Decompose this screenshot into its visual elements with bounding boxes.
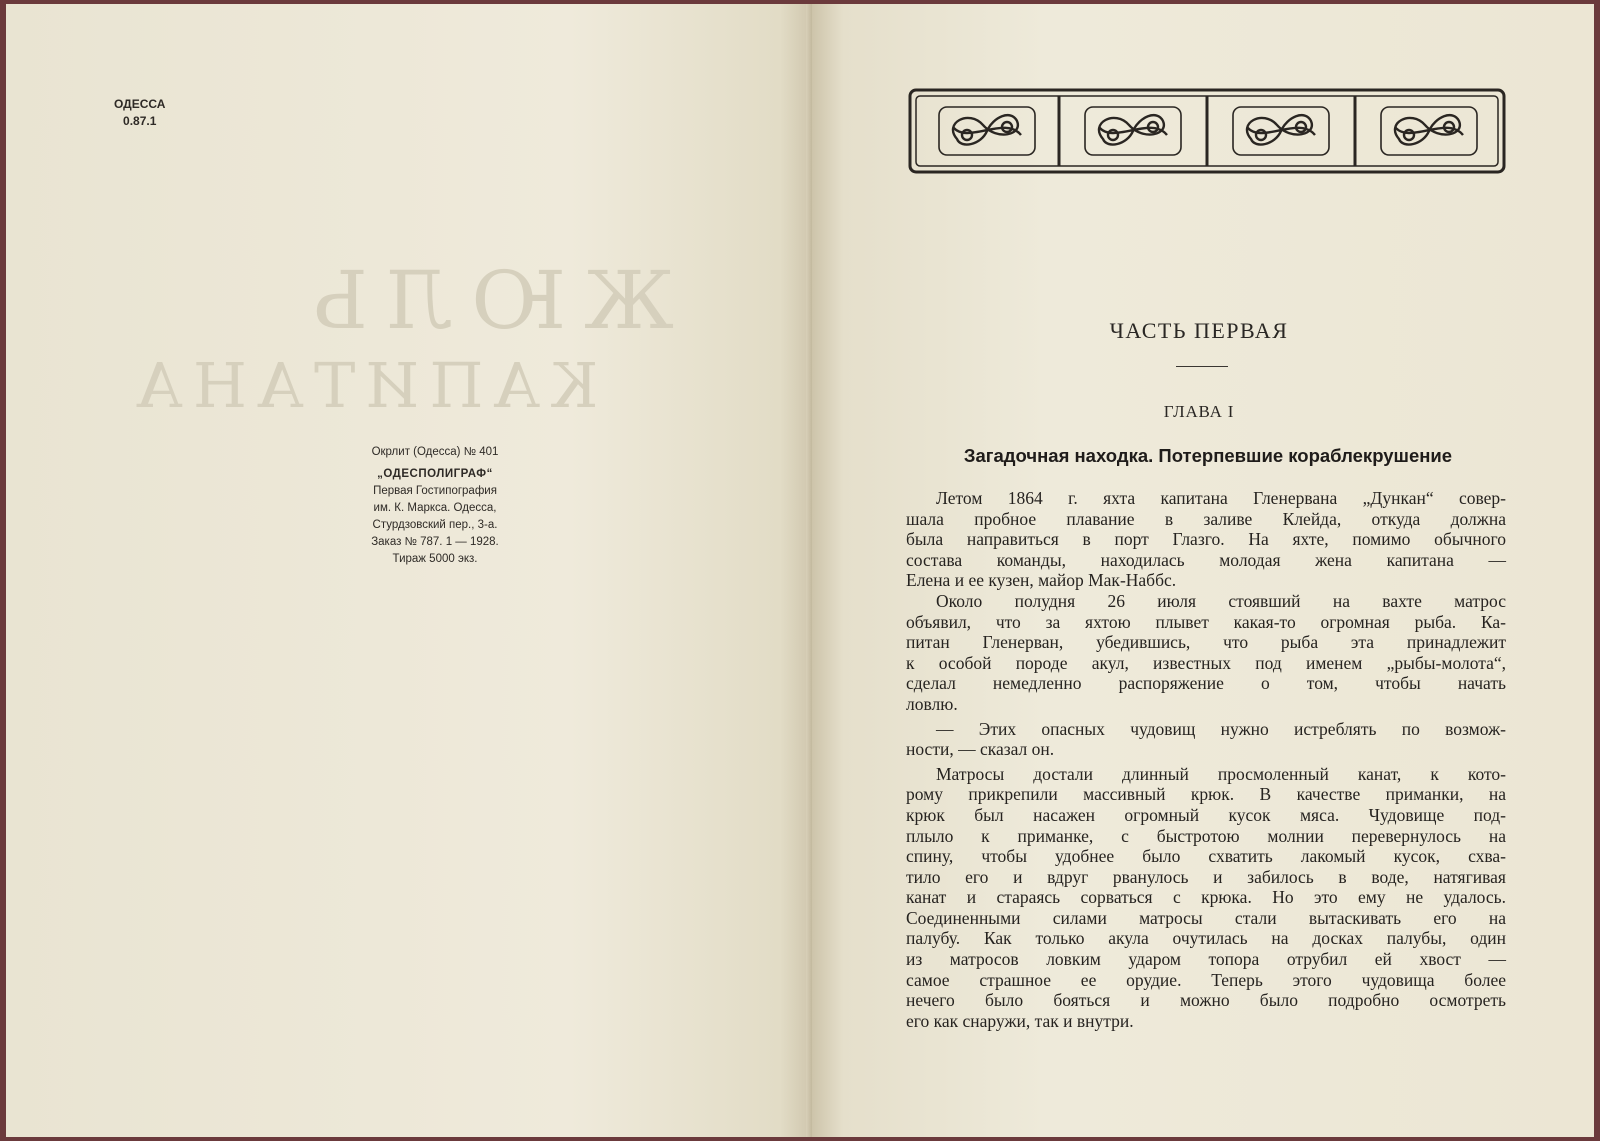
- left-page: [6, 4, 812, 1137]
- knot-motif-icon: [939, 107, 1035, 155]
- bleed-through-title: ЖЮЛЬ: [296, 254, 675, 347]
- press-name: „ОДЕСПОЛИГРАФ“: [377, 468, 493, 480]
- press-line: Стурдзовский пер., 3-а.: [372, 519, 498, 531]
- text-line: его как снаружи, так и внутри.: [906, 1010, 1134, 1031]
- bleed-through-subtitle: КАПИТАНА: [126, 349, 599, 422]
- text-line: крюк был насажен огромный кусок мяса. Чудовище под-: [906, 804, 1506, 825]
- text-line: была направиться в порт Глазго. На яхте, помимо обычного: [906, 529, 1506, 550]
- text-line: — Этих опасных чудовищ нужно истреблять по возмож-: [936, 718, 1506, 739]
- text-line: Соединенными силами матросы стали вытаскивать его на: [906, 907, 1506, 928]
- order-line: Заказ № 787. 1 — 1928.: [371, 536, 499, 548]
- city-code-line: ОДЕССА: [114, 97, 166, 111]
- text-line: Около полудня 26 июля стоявший на вахте матрос: [936, 590, 1506, 611]
- chapter-title: Загадочная находка. Потерпевшие кораблекрушение: [963, 445, 1453, 466]
- paragraph: [906, 719, 1506, 760]
- text-line: объявил, что за яхтою плывет какая-то огромная рыба. Ка-: [906, 611, 1506, 632]
- press-line: Первая Гостипография: [373, 485, 497, 497]
- knot-motif-icon: [1085, 107, 1181, 155]
- text-line: из матросов ловким ударом топора отрубил ей хвост —: [906, 949, 1506, 970]
- paragraph: [906, 764, 1506, 1032]
- print-run: Тираж 5000 экз.: [392, 553, 478, 565]
- text-line: Летом 1864 г. яхта капитана Гленервана „Дункан“ совер-: [936, 488, 1506, 508]
- text-line: к особой породе акул, известных под именем „рыбы-молота“,: [906, 652, 1506, 673]
- paragraph: [906, 488, 1506, 591]
- text-line: питан Гленерван, убедившись, что рыба эта принадлежит: [906, 632, 1506, 653]
- knot-motif-icon: [1381, 107, 1477, 155]
- text-line: сделал немедленно распоряжение о том, чтобы начать: [906, 673, 1506, 694]
- text-line: спину, чтобы удобнее было схватить лакомый кусок, схва-: [906, 846, 1506, 867]
- paragraph: [906, 591, 1506, 715]
- text-line: рому прикрепили массивный крюк. В качестве приманки, на: [906, 784, 1506, 805]
- text-line: ловлю.: [906, 693, 958, 714]
- text-line: Матросы достали длинный просмоленный канат, к кото-: [936, 763, 1506, 784]
- publisher-line: Окрлит (Одесса) № 401: [371, 446, 499, 458]
- part-title: ЧАСТЬ ПЕРВАЯ: [1109, 318, 1289, 343]
- knot-motif-icon: [1233, 107, 1329, 155]
- text-line: шала пробное плавание в заливе Клейда, откуда должна: [906, 508, 1506, 529]
- text-line: тило его и вдруг рванулось и забилось в воде, натягивая: [906, 866, 1506, 887]
- city-code-line: 0.87.1: [123, 114, 157, 128]
- press-line: им. К. Маркса. Одесса,: [373, 502, 497, 514]
- text-line: палубу. Как только акула очутилась на досках палубы, один: [906, 928, 1506, 949]
- text-line: состава команды, находилась молодая жена капитана —: [906, 549, 1506, 570]
- text-line: Елена и ее кузен, майор Мак-Наббс.: [906, 570, 1177, 591]
- decorative-headpiece: [908, 88, 1506, 174]
- chapter-body: [906, 488, 1506, 1031]
- text-line: нечего было бояться и можно было подробно осмотреть: [906, 990, 1506, 1011]
- title-rule: [1176, 366, 1228, 367]
- text-line: ности, — сказал он.: [906, 739, 1055, 760]
- text-line: самое страшное ее орудие. Теперь этого чудовища более: [906, 969, 1506, 990]
- city-code: [114, 96, 165, 130]
- chapter-label: ГЛАВА I: [1163, 402, 1235, 421]
- text-line: плыло к приманке, с быстротою молнии перевернулось на: [906, 825, 1506, 846]
- text-line: канат и стараясь сорваться с крюка. Но это ему не удалось.: [906, 887, 1506, 908]
- colophon-imprint: [350, 444, 520, 568]
